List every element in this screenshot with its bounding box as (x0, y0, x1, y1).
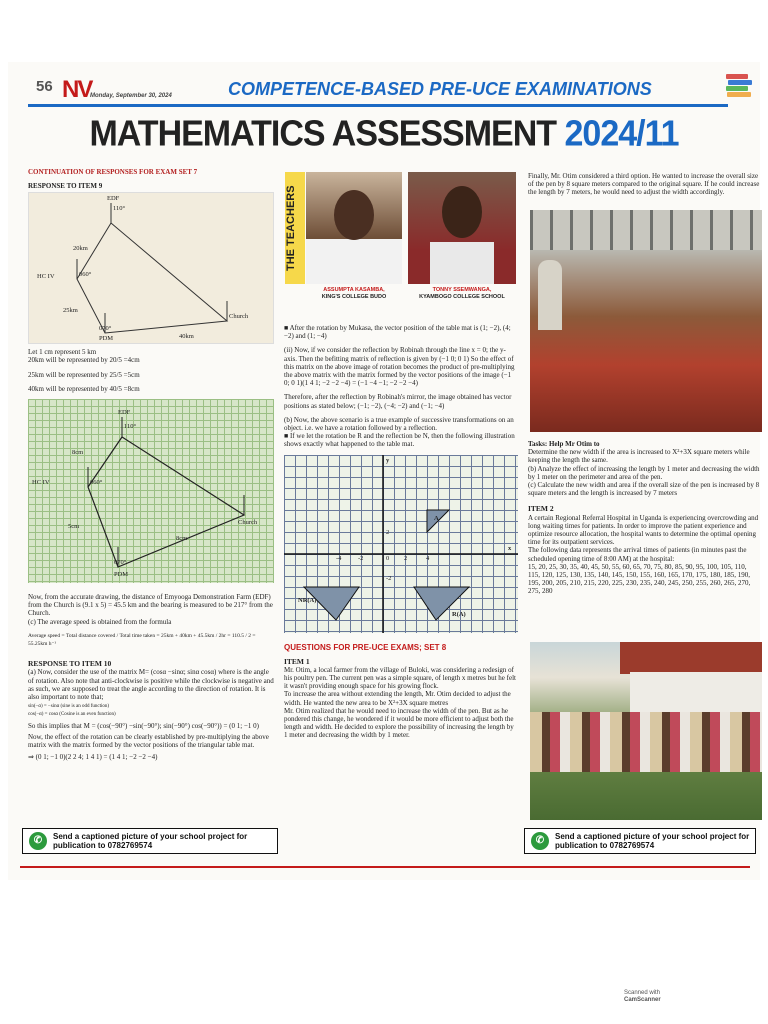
label-110: 110° (113, 205, 126, 213)
graph-label-r: R(A) (452, 610, 466, 618)
header-rule (28, 104, 728, 107)
teacher-photo-1 (306, 172, 402, 284)
scanner-line-1: Scanned with (624, 990, 661, 996)
task-a: Determine the new width if the area is increased to X²+3X square meters while keeping the length the same. (528, 448, 750, 465)
banner-title: COMPETENCE-BASED PRE-UCE EXAMINATIONS (228, 79, 652, 99)
bearing-sketch (28, 192, 274, 344)
books-icon (726, 74, 752, 98)
grid-label-8cm-b: 8cm (176, 535, 188, 543)
task-c: (c) Calculate the new width and area if the overall size of the pen is increased by 8 square meters and the length is increased by 7 meters (528, 481, 760, 498)
grid-label-5cm: 5cm (68, 523, 80, 531)
part-b-illustration-note: ■ If we let the rotation be R and the reflection be N, then the following illustration shows exactly what happened to the table mat. (284, 432, 515, 449)
scanner-watermark (624, 990, 661, 1004)
column-1 (28, 168, 274, 761)
graph-tick-y2: 2 (386, 528, 390, 536)
graph-tick-p2: 2 (404, 554, 408, 562)
whatsapp-promo-left[interactable] (22, 828, 278, 854)
accurate-drawing-lines (28, 399, 272, 583)
item1-text-2: To increase the area without extending the length, Mr. Otim decided to adjust the width. He wanted the new area to be X²+3X square metres (284, 690, 511, 707)
teacher1-school: KING'S COLLEGE BUDO (321, 293, 387, 300)
column-3-lower (528, 440, 760, 596)
graph-x-label: x (508, 544, 512, 552)
avg-speed-intro: (c) The average speed is obtained from the formula (28, 617, 172, 626)
label-edf: EDF (107, 195, 120, 203)
identity-cosine: cos(−α) = cosα (Cosine is an even function) (28, 712, 116, 718)
scale-line-1: 20km will be represented by 20/5 =4cm (28, 356, 140, 365)
page-header (28, 76, 758, 106)
grid-label-pdm: PDM (114, 571, 129, 579)
graph-label-nr: NR(A) (298, 596, 317, 604)
teacher2-caption (408, 287, 516, 300)
whatsapp-promo-text: Send a captioned picture of your school project for publication to 0782769574 (555, 832, 750, 850)
label-060: 060° (79, 271, 92, 279)
finally-text: Finally, Mr. Otim considered a third option. He wanted to increase the overall size of the pen by 8 square meters compared to the original square. If he could increase the length by 7 meters, he would need to adjust the width accordingly. (528, 172, 760, 197)
accurate-drawing (28, 399, 274, 583)
arrival-times: 15, 20, 25, 30, 35, 40, 45, 50, 55, 60, 65, 70, 75, 80, 85, 90, 95, 100, 105, 110, 115, 120, 125, 130, 135, 140, 145, 150, 155, 160, 165, 170, 175, 180, 185, 190, 195, 200, 205, 210, 215, 220, 225, 230, 235, 240, 245, 250, 255, 260, 265, 270, 275, 280 (528, 562, 751, 596)
grid-label-110: 110° (124, 423, 137, 431)
graph-tick-yn2: -2 (386, 574, 392, 582)
grid-label-060: 060° (90, 479, 103, 487)
item1-text-3: Mr. Otim realized that he would need to increase the width of the pen. But as he pondered this change, he wondered if it would be more efficient to adjust both the length and width. He decided to explore the possibility of increasing the length by 1 meter and decreasing the width by 1 meter. (284, 706, 514, 740)
scanner-line-2: CamScanner (624, 997, 661, 1003)
transformation-graph (284, 455, 518, 633)
identity-sine: sin(−α) = −sinα (sine is an odd function) (28, 704, 110, 710)
label-church: Church (229, 313, 249, 321)
page-number: 56 (36, 78, 53, 95)
item10-part-a: (a) Now, consider the use of the matrix M= (cosα −sinα; sinα cosα) where is the angle of rotation. Also note that anti-clockwise is positive while the clockwise is negative and as such, we are supposed to treat the angle according to the direction of rotation. It is also important to note that; (28, 668, 274, 702)
distance-conclusion: Now, from the accurate drawing, the distance of Emyooga Demonstration Farm (EDF) from the Church is (9.1 x 5) = 45.5 km and the bearing is measured to be 217° from the Church. (28, 593, 273, 618)
rotation-matrix: So this implies that M = (cos(−90°) −sin(−90°); sin(−90°) cos(−90°)) = (0 1; −1 0) (28, 721, 259, 730)
whatsapp-promo-right[interactable] (524, 828, 756, 854)
grid-label-edf: EDF (118, 409, 131, 417)
grid-label-hciv: HC IV (32, 479, 50, 487)
label-hciv: HC IV (37, 273, 55, 281)
label-25km: 25km (63, 307, 78, 315)
grid-label-070: 070° (114, 559, 127, 567)
bearing-sketch-lines (29, 193, 273, 345)
item2-text: A certain Regional Referral Hospital in Uganda is experiencing overcrowding and long waiting times for patients. In order to improve the patient experience and optimize resource allocation, the hospital wants to determine the optimal opening time for its outpatient services. (528, 513, 759, 547)
rotation-product: ⇒ (0 1; −1 0)(2 2 4; 1 4 1) = (1 4 1; −2 −2 −4) (28, 753, 158, 762)
teacher-photo-2 (408, 172, 516, 284)
rotation-effect: Now, the effect of the rotation can be clearly established by pre-multiplying the above matrix with the matrix formed by the vector positions of the triangular table mat. (28, 732, 269, 750)
avg-speed-formula: Average speed = Total distance covered / Total time taken = 25km + 40km + 45.5km / 2hr = 110.5 / 2 = 55.25km h⁻¹ (28, 632, 256, 648)
label-pdm: PDM (99, 335, 114, 343)
label-070: 070° (99, 325, 112, 333)
teacher2-school: KYAMBOGO COLLEGE SCHOOL (419, 293, 505, 300)
label-40km: 40km (179, 333, 194, 341)
graph-label-a: A (434, 514, 439, 522)
label-20km: 20km (73, 245, 88, 253)
graph-origin: 0 (386, 554, 390, 562)
whatsapp-icon: ✆ (531, 832, 549, 850)
after-rotation: ■ After the rotation by Mukasa, the vector position of the table mat is (1; −2), (4; −2) and (1; −4) (284, 324, 511, 341)
item2-text-2: The following data represents the arrival times of patients (in minutes past the scheduled opening time of 8:00 AM) at the hospital: (528, 546, 747, 563)
title-year: 2024/11 (564, 114, 679, 154)
item10-heading: RESPONSE TO ITEM 10 (28, 659, 112, 669)
item9-heading: RESPONSE TO ITEM 9 (28, 182, 103, 190)
therefore-text: Therefore, after the reflection by Robinah's mirror, the image obtained has vector positions as stated below; (−1; −2), (−4; −2) and (−1; −4) (284, 393, 512, 410)
questions-heading: QUESTIONS FOR PRE-UCE EXAMS; SET 8 (284, 642, 447, 652)
item1-heading: ITEM 1 (284, 656, 310, 666)
newspaper-logo: NV (62, 76, 92, 103)
graph-tick-p4: 4 (426, 554, 430, 562)
teacher1-caption (306, 287, 402, 300)
graph-shapes (284, 455, 518, 633)
title-main: MATHEMATICS ASSESSMENT (89, 114, 557, 154)
graph-y-label: y (386, 456, 390, 464)
issue-date: Monday, September 30, 2024 (90, 93, 172, 99)
item1-text: Mr. Otim, a local farmer from the village of Buloki, was considering a redesign of his poultry pen. The current pen was a simple square, of length x metres but he felt it wasn't providing enough space for his growing flock. (284, 665, 516, 691)
grid-label-8cm-a: 8cm (72, 449, 84, 457)
column-3 (528, 172, 760, 197)
teacher2-name: TONNY SSEMWANGA, (432, 287, 492, 293)
poultry-pen-photo (530, 210, 762, 432)
grid-label-church: Church (238, 519, 258, 527)
task-b: (b) Analyze the effect of increasing the length by 1 meter and decreasing the width by 1 meter on the perimeter and area of the pen. (528, 464, 760, 481)
scale-line-3: 40km will be represented by 40/5 =8cm (28, 384, 140, 393)
tasks-heading: Tasks: Help Mr Otim to (528, 440, 600, 448)
reflection-text: (ii) Now, if we consider the reflection by Robinah through the line x = 0; the y- axis. Then the befitting matrix of reflection is given by (−1 0; 0 1) So the effect of this matrix on the above image of rotation becomes the product of pre-multiplying the above matrix with the matrix formed by the vector positions of the image (−1 0; 0 1)(1 4 1; −2 −2 −4) = (−1 −4 −1; −2 −2 −4) (284, 346, 515, 388)
whatsapp-icon: ✆ (29, 832, 47, 850)
column-2 (284, 324, 518, 740)
scale-intro: Let 1 cm represent 5 km (28, 348, 97, 357)
part-b: (b) Now, the above scenario is a true example of successive transformations on an object. i.e. we have a rotation followed by a reflection. (284, 415, 514, 433)
page-title (0, 114, 768, 155)
bottom-rule (20, 866, 750, 868)
teachers-label: THE TEACHERS (285, 172, 305, 284)
graph-tick-n2: -2 (358, 554, 364, 562)
hospital-photo (530, 642, 762, 820)
teacher1-name: ASSUMPTA KASAMBA, (323, 287, 385, 293)
item2-heading: ITEM 2 (528, 504, 554, 514)
whatsapp-promo-text: Send a captioned picture of your school project for publication to 0782769574 (53, 832, 248, 850)
section-heading: CONTINUATION OF RESPONSES FOR EXAM SET 7 (28, 168, 198, 176)
graph-tick-n4: -4 (336, 554, 342, 562)
scale-line-2: 25km will be represented by 25/5 =5cm (28, 370, 140, 379)
